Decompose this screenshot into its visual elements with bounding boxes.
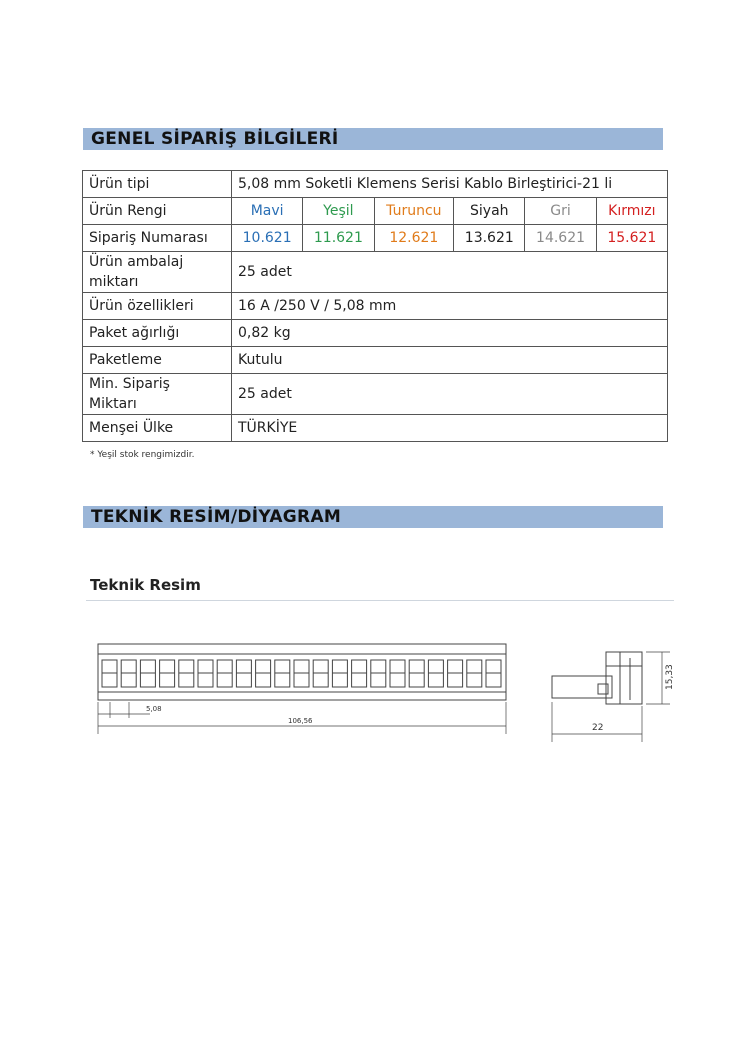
weight-value: 0,82 kg <box>232 320 668 347</box>
min-order-value: 25 adet <box>232 374 668 415</box>
color-name-siyah: Siyah <box>454 198 525 225</box>
table-row <box>83 225 668 252</box>
front-view <box>98 644 506 700</box>
table-row <box>83 293 668 320</box>
order-number-label: Sipariş Numarası <box>83 225 232 252</box>
origin-label: Menşei Ülke <box>83 415 232 442</box>
packing-value: Kutulu <box>232 347 668 374</box>
order-number-turuncu: 12.621 <box>374 225 454 252</box>
min-order-label <box>83 374 232 415</box>
section-header-technical-drawing: TEKNİK RESİM/DİYAGRAM <box>83 506 663 528</box>
subheading-divider <box>86 600 674 601</box>
order-info-table <box>82 170 668 442</box>
weight-label: Paket ağırlığı <box>83 320 232 347</box>
order-number-siyah: 13.621 <box>454 225 525 252</box>
color-name-kirmizi: Kırmızı <box>596 198 667 225</box>
order-number-yesil: 11.621 <box>303 225 374 252</box>
packing-label: Paketleme <box>83 347 232 374</box>
order-number-gri: 14.621 <box>525 225 596 252</box>
features-label: Ürün özellikleri <box>83 293 232 320</box>
table-row <box>83 171 668 198</box>
product-type-label: Ürün tipi <box>83 171 232 198</box>
technical-drawing <box>90 630 680 750</box>
min-order-label-line2: Miktarı <box>89 396 137 412</box>
length-dimension-label: 106,56 <box>288 717 313 725</box>
height-dimension-label: 15,33 <box>665 664 675 690</box>
table-row <box>83 320 668 347</box>
stock-color-note: * Yeşil stok rengimizdir. <box>90 450 195 460</box>
color-name-gri: Gri <box>525 198 596 225</box>
packaging-value: 25 adet <box>232 252 668 293</box>
packaging-label <box>83 252 232 293</box>
technical-drawing-subheading: Teknik Resim <box>90 576 201 594</box>
table-row <box>83 198 668 225</box>
features-value: 16 A /250 V / 5,08 mm <box>232 293 668 320</box>
table-row <box>83 252 668 293</box>
pitch-dimension-label: 5,08 <box>146 705 162 713</box>
table-row <box>83 374 668 415</box>
packaging-label-line2: miktarı <box>89 274 139 290</box>
side-view <box>552 652 642 704</box>
color-name-turuncu: Turuncu <box>374 198 454 225</box>
table-row <box>83 415 668 442</box>
product-type-value: 5,08 mm Soketli Klemens Serisi Kablo Birleştirici-21 li <box>232 171 668 198</box>
order-number-mavi: 10.621 <box>232 225 303 252</box>
section-header-general-order-info: GENEL SİPARİŞ BİLGİLERİ <box>83 128 663 150</box>
width-dimension-label: 22 <box>592 723 604 733</box>
table-row <box>83 347 668 374</box>
origin-value: TÜRKİYE <box>232 415 668 442</box>
color-name-mavi: Mavi <box>232 198 303 225</box>
order-number-kirmizi: 15.621 <box>596 225 667 252</box>
color-label: Ürün Rengi <box>83 198 232 225</box>
min-order-label-line1: Min. Sipariş <box>89 376 170 392</box>
color-name-yesil: Yeşil <box>303 198 374 225</box>
packaging-label-line1: Ürün ambalaj <box>89 254 184 270</box>
